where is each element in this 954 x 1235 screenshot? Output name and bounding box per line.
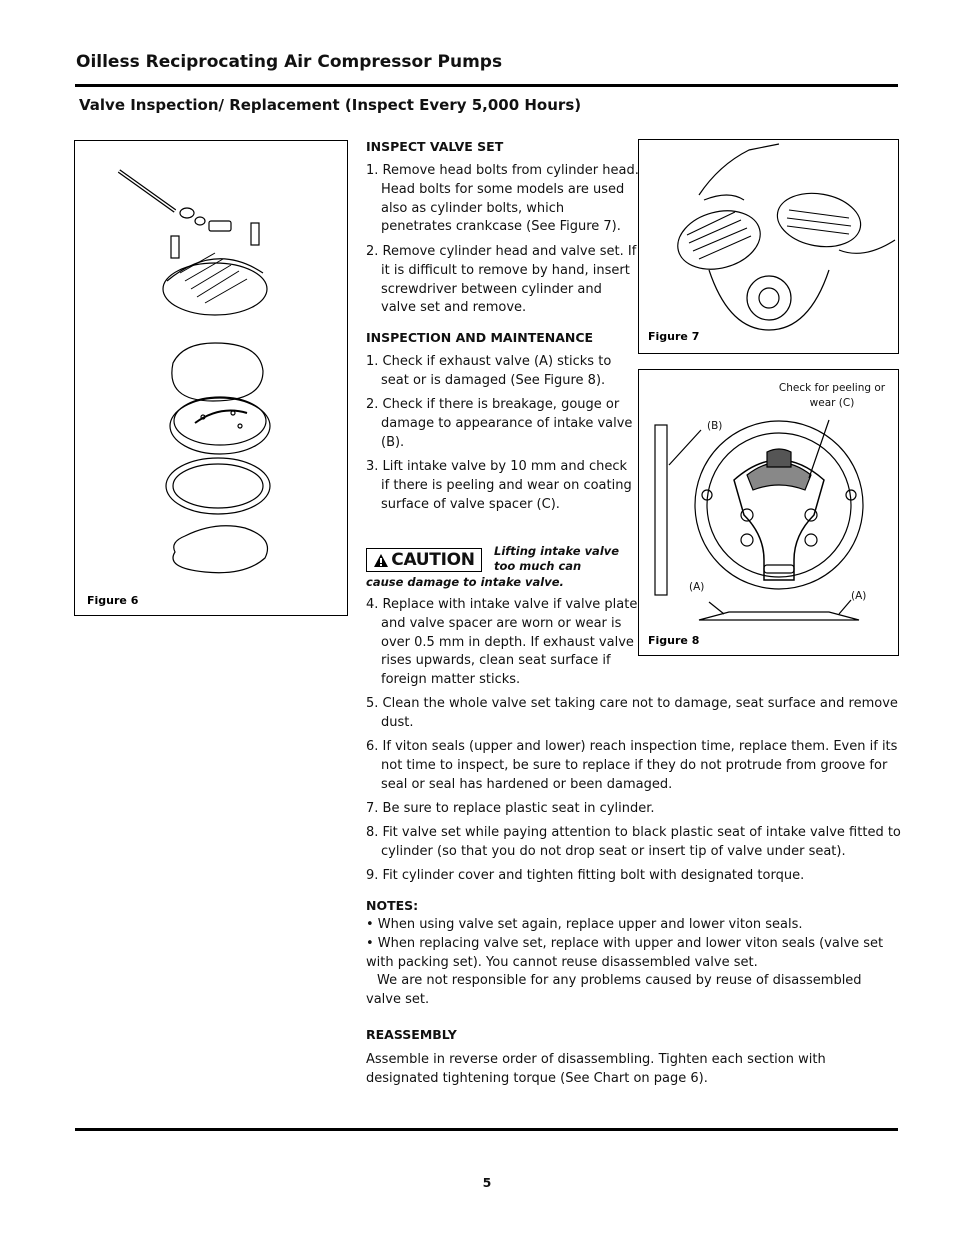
maint-item-9: 9. Fit cylinder cover and tighten fitting bolt with designated torque. (366, 868, 805, 883)
figure-7 (638, 139, 899, 354)
label-a-left: (A) (689, 581, 705, 593)
maint-item-1: 1. Check if exhaust valve (A) sticks to seat or is damaged (See Figure 8). (366, 354, 612, 388)
maint-item-3: 3. Lift intake valve by 10 mm and check if there is peeling and wear on coating surface of valve spacer (C). (366, 459, 632, 512)
figure-6-caption: Figure 6 (87, 594, 139, 607)
heading-inspect-valve-set: INSPECT VALVE SET (366, 139, 504, 154)
note-bullet-1: • When using valve set again, replace upper and lower viton seals. (366, 917, 803, 932)
caution-label: CAUTION (391, 550, 475, 570)
label-check-peeling: Check for peeling or wear (C) (778, 382, 886, 409)
caution-badge (366, 548, 482, 572)
caution-text-1: Lifting intake valve too much can (494, 544, 620, 573)
figure-6-exploded-valve-drawing (75, 141, 347, 615)
note-bullet-2: • When replacing valve set, replace with upper and lower viton seals (valve set with packing set). You cannot reuse disassembled valve set. (366, 936, 884, 970)
page-number: 5 (482, 1175, 492, 1190)
section-title: Valve Inspection/ Replacement (Inspect Every 5,000 Hours) (79, 96, 582, 114)
maint-item-6: 6. If viton seals (upper and lower) reach inspection time, replace them. Even if its not time to inspect, be sure to replace if they do not protrude from groove for seal or seal has hardened or been damaged. (366, 739, 898, 792)
bottom-rule (75, 1128, 898, 1131)
figure-6 (74, 140, 348, 616)
warning-triangle-icon (373, 553, 389, 568)
figure-7-head-removal-drawing (639, 140, 898, 353)
figure-8-caption: Figure 8 (648, 634, 700, 647)
figure-8-valve-plate-drawing (639, 370, 898, 655)
reassembly-text: Assemble in reverse order of disassembling. Tighten each section with designated tightening torque (See Chart on page 6). (366, 1052, 826, 1086)
note-bullet-2-cont: We are not responsible for any problems caused by reuse of disassembled valve set. (366, 973, 862, 1007)
inspect-item-2: 2. Remove cylinder head and valve set. If it is difficult to remove by hand, insert screwdriver between cylinder and valve set and remove. (366, 244, 637, 316)
label-b: (B) (707, 420, 723, 432)
label-a-right: (A) (851, 590, 867, 602)
figure-8 (638, 369, 899, 656)
inspect-item-1: 1. Remove head bolts from cylinder head. Head bolts for some models are used also as cylinder bolts, which penetrates crankcase (See Figure 7). (366, 163, 639, 235)
heading-reassembly: REASSEMBLY (366, 1027, 457, 1042)
figure-7-caption: Figure 7 (648, 330, 700, 343)
maint-item-2: 2. Check if there is breakage, gouge or damage to appearance of intake valve (B). (366, 397, 633, 450)
top-rule (75, 84, 898, 87)
maint-item-5: 5. Clean the whole valve set taking care not to damage, seat surface and remove dust. (366, 696, 898, 730)
maint-item-8: 8. Fit valve set while paying attention to black plastic seat of intake valve fitted to cylinder (so that you do not drop seat or insert tip of valve under seat). (366, 825, 901, 859)
heading-notes: NOTES: (366, 898, 419, 913)
maint-item-4: 4. Replace with intake valve if valve plate and valve spacer are worn or wear is over 0.5 mm in depth. If exhaust valve rises upwards, clean seat surface if foreign matter sticks. (366, 597, 638, 688)
maint-item-7: 7. Be sure to replace plastic seat in cylinder. (366, 801, 655, 816)
caution-text-2: cause damage to intake valve. (366, 575, 564, 589)
heading-inspection-maintenance: INSPECTION AND MAINTENANCE (366, 330, 594, 345)
document-title: Oilless Reciprocating Air Compressor Pumps (76, 52, 503, 72)
